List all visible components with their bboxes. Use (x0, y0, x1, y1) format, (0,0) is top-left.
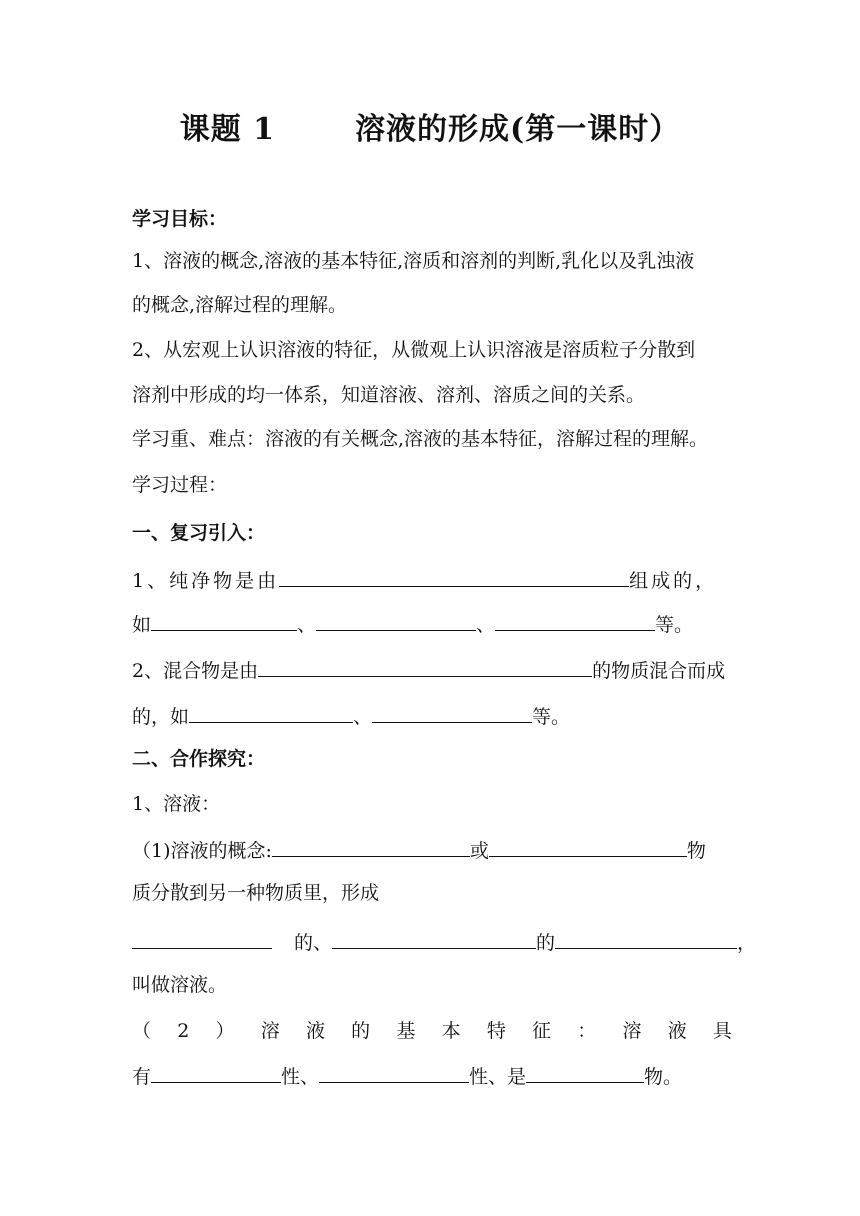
answer-blank[interactable] (151, 610, 297, 631)
q1-prefix: 1、纯净物是由 (132, 570, 280, 592)
explore-heading: 二、合作探究： (132, 748, 266, 770)
review-q1-line-2 (132, 610, 732, 638)
answer-blank[interactable] (555, 928, 737, 949)
process-heading: 学习过程： (132, 474, 228, 496)
answer-blank[interactable] (495, 610, 655, 631)
q2-prefix: 2、混合物是由 (132, 660, 259, 682)
answer-blank[interactable] (189, 702, 353, 723)
page-title (0, 104, 860, 148)
feature-line-1 (132, 1018, 732, 1044)
separator: 、 (476, 614, 496, 636)
comma: ， (737, 932, 757, 954)
lesson-title: 溶液的形成(第一课时） (355, 112, 681, 147)
answer-blank[interactable] (132, 928, 272, 949)
answer-blank[interactable] (332, 928, 536, 949)
answer-blank[interactable] (258, 656, 592, 677)
objective-2-line-1: 2、从宏观上认识溶液的特征，从微观上认识溶液是溶质粒子分散到 (132, 339, 696, 361)
feature-char: 基 (396, 1020, 416, 1042)
answer-blank[interactable] (526, 1062, 644, 1083)
etc-suffix: 等。 (532, 706, 571, 728)
objective-1-line-1: 1、溶液的概念,溶液的基本特征,溶质和溶剂的判断,乳化以及乳浊液 (132, 250, 695, 272)
concept-end: 叫做溶液。 (132, 974, 228, 996)
feature-char: 溶 (260, 1020, 280, 1042)
feature-wu: 物。 (644, 1066, 683, 1088)
objective-2-line-2: 溶剂中形成的均一体系，知道溶液、溶剂、溶质之间的关系。 (132, 384, 646, 406)
feature-char: ： (577, 1020, 597, 1042)
feature-char: 溶 (622, 1020, 642, 1042)
feature-char: （ (132, 1020, 152, 1042)
review-q1-line-1 (132, 566, 732, 594)
answer-blank[interactable] (151, 1062, 281, 1083)
q1-suffix: 组成的， (629, 570, 718, 592)
answer-blank[interactable] (316, 610, 476, 631)
separator: 、 (297, 614, 317, 636)
answer-blank[interactable] (279, 566, 629, 587)
feature-spread (132, 1018, 732, 1044)
key-points: 学习重、难点：溶液的有关概念,溶液的基本特征，溶解过程的理解。 (132, 428, 709, 450)
concept-line-1 (132, 836, 732, 864)
q2-line2-prefix: 的，如 (132, 706, 190, 728)
review-q2-line-1 (132, 656, 732, 684)
feature-char: 特 (486, 1020, 506, 1042)
feature-xing-1: 性、 (281, 1066, 320, 1088)
objective-1-line-2: 的概念,溶解过程的理解。 (132, 294, 348, 316)
objectives-heading: 学习目标： (132, 208, 228, 230)
explore-sub-1: 1、溶液： (132, 793, 221, 815)
feature-char: 的 (351, 1020, 371, 1042)
answer-blank[interactable] (489, 836, 687, 857)
review-heading: 一、复习引入： (132, 522, 266, 544)
feature-you: 有 (132, 1066, 152, 1088)
de-1: 的、 (294, 932, 333, 954)
feature-char: 液 (667, 1020, 687, 1042)
feature-char: 本 (441, 1020, 461, 1042)
feature-char: ） (215, 1020, 235, 1042)
separator: 、 (353, 706, 373, 728)
feature-char: 液 (305, 1020, 325, 1042)
answer-blank[interactable] (272, 836, 470, 857)
q1-line2-prefix: 如 (132, 614, 152, 636)
answer-blank[interactable] (319, 1062, 469, 1083)
feature-xing-2: 性、是 (469, 1066, 527, 1088)
concept-line-2: 质分散到另一种物质里，形成 (132, 882, 380, 904)
review-q2-line-2 (132, 702, 732, 730)
etc-suffix: 等。 (655, 614, 694, 636)
answer-blank[interactable] (372, 702, 532, 723)
feature-char: 2 (177, 1020, 190, 1042)
concept-line-3 (132, 928, 757, 956)
lesson-number: 课题 1 (179, 112, 276, 147)
concept-or: 或 (469, 840, 489, 862)
de-2: 的 (536, 932, 556, 954)
feature-char: 征 (532, 1020, 552, 1042)
q2-suffix: 的物质混合而成 (592, 660, 726, 682)
feature-char: 具 (712, 1020, 732, 1042)
feature-line-2 (132, 1062, 732, 1090)
concept-wu: 物 (686, 840, 706, 862)
concept-prefix: （1)溶液的概念: (132, 840, 272, 862)
